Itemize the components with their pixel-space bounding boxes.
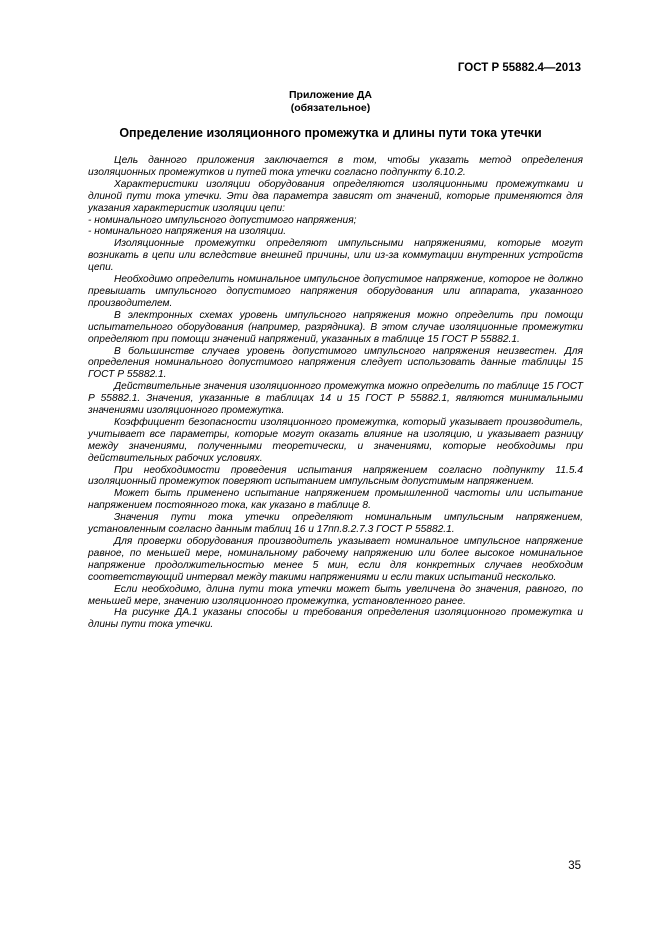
paragraph: Коэффициент безопасности изоляционного промежутка, который указывает производитель, учитывает все параметры, которые могут оказать влияние на изоляцию, и указывает разницу между значениями, полученными теоретически, и значениями, которые необходимы при действительных рабочих условиях. (88, 416, 583, 464)
paragraph: Если необходимо, длина пути тока утечки может быть увеличена до значения, равного, по меньшей мере, значению изоляционного промежутка, установленного ранее. (88, 583, 583, 607)
paragraph: Значения пути тока утечки определяют номинальным импульсным напряжением, установленным согласно данным таблиц 16 и 17пп.8.2.7.3 ГОСТ Р 55882.1. (88, 512, 583, 536)
paragraph: В электронных схемах уровень импульсного напряжения можно определить при помощи испытательного оборудования (например, разрядника). В этом случае изоляционные промежутки определяют при помощи значений напряжений, указанных в таблице 15 ГОСТ Р 55882.1. (88, 309, 583, 345)
document-code: ГОСТ Р 55882.4—2013 (457, 62, 581, 74)
paragraph: Для проверки оборудования производитель указывает номинальное импульсное напряжение равное, по меньшей мере, номинальному рабочему напряжению или более высокое номинальное напряжение продолжительностью менее 5 мин, если для конкретных случаев необходим соответствующий интервал между такими напряжениями и если таких испытаний несколько. (88, 536, 583, 583)
appendix-heading (0, 89, 661, 115)
paragraph: На рисунке ДА.1 указаны способы и требования определения изоляционного промежутка и длины пути тока утечки. (88, 607, 583, 631)
appendix-title: Приложение ДА (289, 89, 372, 101)
page-number: 35 (568, 860, 581, 872)
list-item: - номинального импульсного допустимого напряжения; (88, 214, 357, 226)
paragraph: Необходимо определить номинальное импульсное допустимое напряжение, которое не должно превышать импульсного допустимого напряжения оборудования или аппарата, указанного производителем. (88, 274, 583, 309)
body-text (88, 155, 583, 631)
paragraph: При необходимости проведения испытания напряжением согласно подпункту 11.5.4 изоляционный промежуток поверяют испытанием импульсным допустимым напряжением. (88, 464, 583, 488)
paragraph: Изоляционные промежутки определяют импульсными напряжениями, которые могут возникать в цепи или вследствие внешней причины, или из-за коммутации внутренних устройств цепи. (88, 238, 583, 274)
paragraph: Характеристики изоляции оборудования определяются изоляционными промежутками и длиной пути тока утечки. Эти два параметра зависят от значений, которые применяются для указания характеристик изоляции цепи: (88, 178, 583, 214)
appendix-subtitle: (обязательное) (290, 102, 371, 114)
paragraph: Действительные значения изоляционного промежутка можно определить по таблице 15 ГОСТ Р 55882.1. Значения, указанные в таблицах 14 и 15 ГОСТ Р 55882.1, являются минимальными значениями изоляционного промежутка. (88, 381, 583, 417)
paragraph: Может быть применено испытание напряжением промышленной частоты или испытание напряжением постоянного тока, как указано в таблице 8. (88, 488, 583, 512)
list-item: - номинального напряжения на изоляции. (88, 226, 287, 238)
paragraph: В большинстве случаев уровень допустимого импульсного напряжения неизвестен. Для определения номинального допустимого напряжения следует использовать данные таблицы 15 ГОСТ Р 55882.1. (88, 345, 583, 381)
page-title: Определение изоляционного промежутка и длины пути тока утечки (119, 126, 542, 140)
paragraph: Цель данного приложения заключается в том, чтобы указать метод определения изоляционных промежутков и путей тока утечки согласно подпункту 6.10.2. (88, 155, 583, 178)
